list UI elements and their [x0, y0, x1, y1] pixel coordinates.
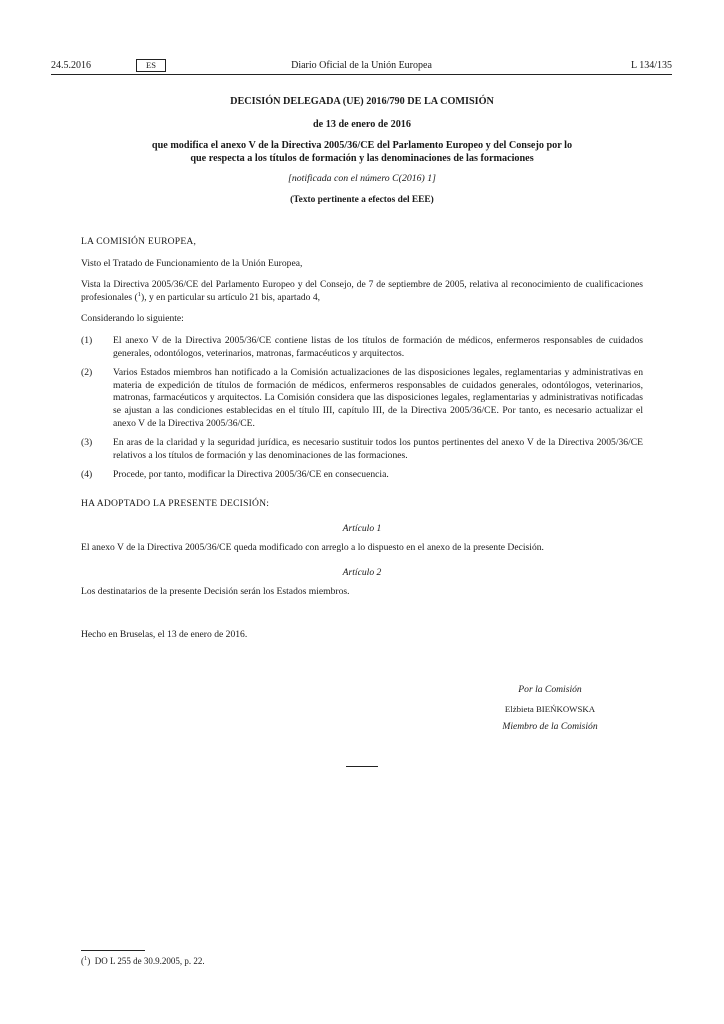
language-badge: ES — [136, 59, 166, 72]
recital — [81, 367, 643, 430]
footnote-text: DO L 255 de 30.9.2005, p. 22. — [94, 956, 205, 966]
eee-relevance: (Texto pertinente a efectos del EEE) — [290, 194, 434, 205]
recital-number: (1) — [81, 334, 93, 346]
citation-directive — [81, 279, 643, 304]
document-body — [81, 236, 643, 641]
page-reference: L 134/135 — [630, 60, 672, 71]
citation-treaty: Visto el Tratado de Funcionamiento de la Unión Europea, — [81, 257, 303, 269]
article-2-title: Artículo 2 — [342, 566, 382, 578]
decision-subject-line-2: que respecta a los títulos de formación y las denominaciones de las formaciones — [190, 152, 534, 164]
recital-number: (3) — [81, 437, 93, 449]
signatory-role: Miembro de la Comisión — [502, 721, 598, 733]
journal-header — [51, 60, 672, 75]
footnote: ($^1$) DO L 255 de 30.9.2005, p. 22. — [81, 955, 205, 966]
recital-number: (4) — [81, 469, 93, 481]
article-1-title: Artículo 1 — [342, 522, 382, 534]
adoption-statement: HA ADOPTADO LA PRESENTE DECISIÓN: — [81, 497, 270, 509]
article-2-text: Los destinatarios de la presente Decisión serán los Estados miembros. — [81, 586, 350, 598]
recital-text: Procede, por tanto, modificar la Directiva 2005/36/CE en consecuencia. — [113, 469, 389, 481]
title-block — [80, 95, 644, 206]
considering-intro: Considerando lo siguiente: — [81, 313, 184, 325]
recital-text: En aras de la claridad y la seguridad jurídica, es necesario sustituir todos los puntos pertinentes del anexo V de la Directiva 2005/36/CE relativos a los títulos de formación y las denominaciones de las formaciones. — [113, 437, 643, 461]
footnote-divider — [81, 950, 145, 951]
decision-subject — [80, 140, 644, 165]
done-at: Hecho en Bruselas, el 13 de enero de 2016. — [81, 628, 248, 640]
recital — [81, 469, 643, 482]
recital-text: El anexo V de la Directiva 2005/36/CE contiene listas de los títulos de formación de médicos, enfermeros responsables de cuidados generales, odontólogos, veterinarios, matronas, farmacéuticos y arquitectos. — [113, 334, 643, 359]
decision-subject-line-1: que modifica el anexo V de la Directiva 2005/36/CE del Parlamento Europeo y del Consejo por lo — [151, 140, 573, 151]
decision-title: DECISIÓN DELEGADA (UE) 2016/790 DE LA COMISIÓN — [230, 96, 494, 107]
citation-directive-text-b: ), y en particular su artículo 21 bis, apartado 4, — [141, 291, 321, 303]
recital-number: (2) — [81, 367, 93, 379]
recital — [81, 437, 643, 462]
article-1-text: El anexo V de la Directiva 2005/36/CE queda modificado con arreglo a lo dispuesto en el anexo de la presente Decisión. — [81, 542, 544, 554]
recital — [81, 335, 643, 360]
recital-text: Varios Estados miembros han notificado a la Comisión actualizaciones de las disposiciones legales, reglamentarias y administrativas en materia de expedición de títulos de formación de médicos, enfermeros responsables de cuidados generales, odontólogos, veterinarios, matronas, farmacéuticos y arquitectos. La Comisión considera que las disposiciones legales, reglamentarias y administrativas notificadas se ajustan a las condiciones establecidas en el título III, capítulo III, de la Directiva 2005/36/CE. Por tanto, es necesario actualizar el anexo V de la Directiva 2005/36/CE. — [113, 367, 643, 429]
signature-for: Por la Comisión — [518, 684, 582, 695]
footnote-ref: 1 — [137, 290, 141, 298]
publication-date: 24.5.2016 — [51, 60, 91, 71]
journal-title: Diario Oficial de la Unión Europea — [291, 60, 432, 71]
signature-block — [470, 684, 630, 740]
end-rule — [346, 766, 378, 767]
citation-directive-text-a: Vista la Directiva 2005/36/CE del Parlamento Europeo y del Consejo, de 7 de septiembre de 2005, relativa al reconocimiento de cualificaciones profesionales ( — [81, 279, 643, 303]
footnote-mark: 1 — [84, 955, 88, 962]
issuing-body: LA COMISIÓN EUROPEA, — [81, 236, 197, 247]
notification-number: [notificada con el número C(2016) 1] — [288, 173, 436, 184]
signatory-name: Elżbieta BIEŃKOWSKA — [504, 703, 596, 714]
decision-date: de 13 de enero de 2016 — [313, 119, 411, 130]
